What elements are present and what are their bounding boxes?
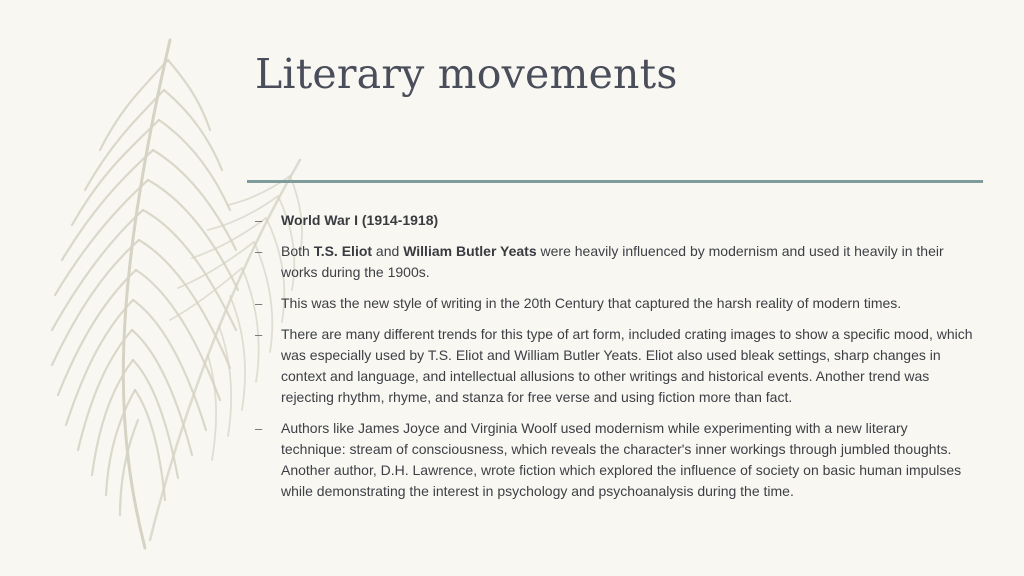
slide-title: Literary movements bbox=[255, 50, 678, 98]
bullet-list bbox=[255, 210, 975, 512]
bullet-text-bold: World War I (1914-1918) bbox=[281, 212, 439, 228]
bullet-text: There are many different trends for this type of art form, included crating images to show a specific mood, which was especially used by T.S. Eliot and William Butler Yeats. Eliot also used bleak settings, sharp changes in context and language, and intellectual allusions to other writings and historical events. Another trend was rejecting rhythm, rhyme, and stanza for free verse and using fiction more than fact. bbox=[281, 326, 973, 405]
dash-bullet-icon: – bbox=[255, 244, 263, 259]
dash-bullet-icon: – bbox=[255, 327, 263, 342]
bullet-item bbox=[255, 324, 975, 408]
bullet-item bbox=[255, 418, 975, 502]
bullet-text-bold-eliot: T.S. Eliot bbox=[313, 243, 373, 259]
bullet-item bbox=[255, 210, 975, 231]
bullet-text-part: and bbox=[372, 243, 404, 259]
bullet-text-bold-yeats: William Butler Yeats bbox=[403, 243, 537, 259]
bullet-text-part: were heavily influenced by modernism and used it heavily in their works during the 1900s. bbox=[281, 243, 944, 280]
title-divider bbox=[247, 180, 983, 183]
bullet-text: Authors like James Joyce and Virginia Woolf used modernism while experimenting with a new literary technique: stream of consciousness, which reveals the character's inner workings through jumbled thoughts. Another author, D.H. Lawrence, wrote fiction which explored the influence of society on basic human impulses while demonstrating the interest in psychology and psychoanalysis during the time. bbox=[281, 420, 962, 499]
bullet-item bbox=[255, 241, 975, 283]
dash-bullet-icon: – bbox=[255, 421, 263, 436]
dash-bullet-icon: – bbox=[255, 296, 263, 311]
bullet-text bbox=[281, 243, 944, 280]
dash-bullet-icon: – bbox=[255, 213, 263, 228]
bullet-item bbox=[255, 293, 975, 314]
bullet-text-part: Both bbox=[281, 243, 314, 259]
bullet-text: This was the new style of writing in the 20th Century that captured the harsh reality of modern times. bbox=[281, 295, 902, 311]
